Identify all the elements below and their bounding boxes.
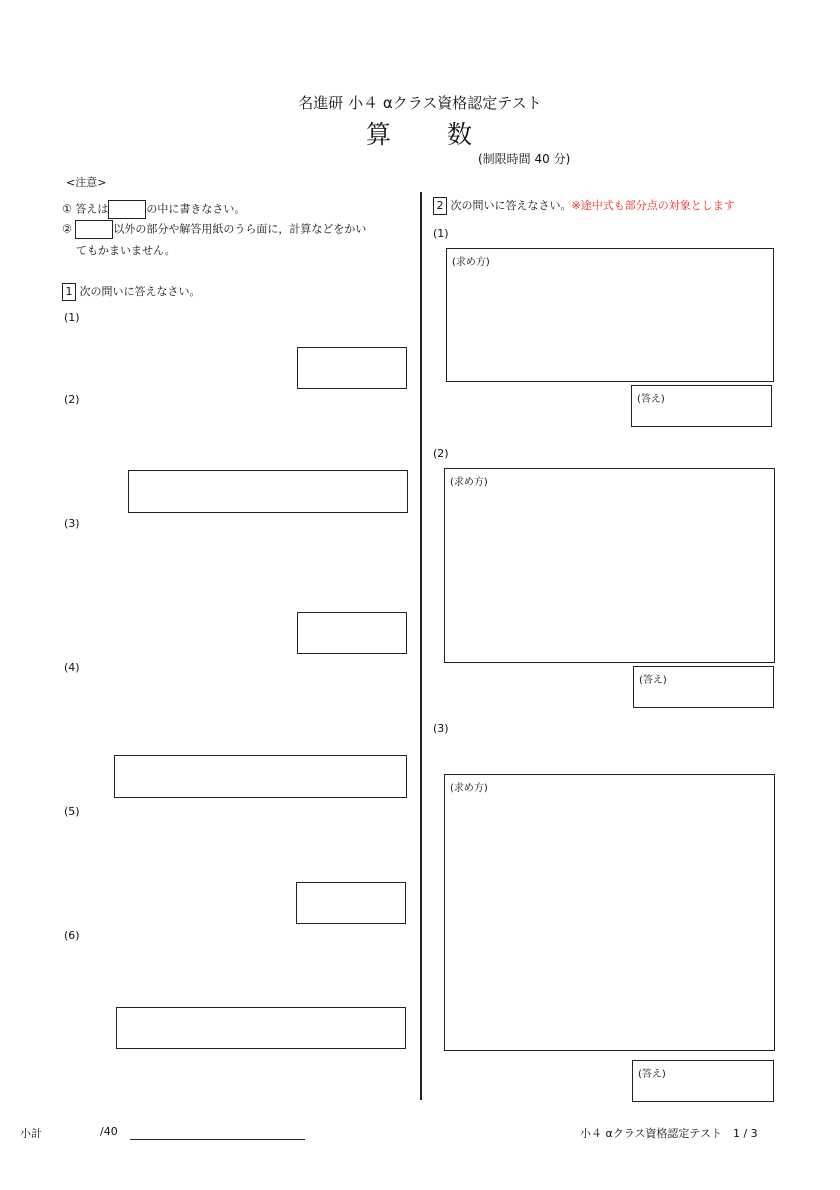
note-item-2-prefix: ② [62, 222, 72, 236]
s2-question-1-label: (1) [433, 227, 449, 240]
s2-question-3-label: (3) [433, 722, 449, 735]
notes-heading: <注意> [66, 176, 107, 189]
note-item-2-line2: てもかまいません。 [76, 244, 176, 257]
work-label: (求め方) [452, 257, 490, 268]
s1-answer-box-1[interactable] [297, 347, 407, 389]
answer-label: (答え) [637, 394, 665, 405]
section-1-header [62, 283, 201, 301]
s1-question-5-label: (5) [64, 805, 80, 818]
s2-answer-box-1[interactable] [631, 385, 772, 427]
subtotal-max: /40 [100, 1125, 118, 1138]
column-divider [420, 192, 422, 1100]
s1-question-2-label: (2) [64, 393, 80, 406]
s1-answer-box-2[interactable] [128, 470, 408, 513]
work-label: (求め方) [450, 783, 488, 794]
s1-question-3-label: (3) [64, 517, 80, 530]
section-1-number: 1 [62, 283, 76, 301]
subtotal-label: 小計 [20, 1127, 42, 1140]
s1-answer-box-5[interactable] [296, 882, 406, 924]
section-2-instruction: 次の問いに答えなさい。 [450, 199, 572, 212]
note-item-1 [62, 200, 245, 219]
note-item-2 [62, 220, 366, 239]
s2-answer-box-2[interactable] [633, 666, 774, 708]
s1-answer-box-4[interactable] [114, 755, 407, 798]
s1-answer-box-6[interactable] [116, 1007, 406, 1049]
answer-label: (答え) [639, 675, 667, 686]
s2-answer-box-3[interactable] [632, 1060, 774, 1102]
answer-box-sample [75, 220, 113, 239]
section-2-header [433, 197, 735, 215]
subtotal-underline [130, 1139, 305, 1140]
answer-box-sample [108, 200, 146, 219]
note-item-2-after: 以外の部分や解答用紙のうら面に，計算などをかい [113, 222, 367, 236]
section-1-instruction: 次の問いに答えなさい。 [79, 285, 201, 298]
answer-label: (答え) [638, 1069, 666, 1080]
subject-title: 算 数 [365, 120, 474, 149]
page-footer-label: 小４ αクラス資格認定テスト 1 / 3 [580, 1127, 758, 1140]
work-label: (求め方) [450, 477, 488, 488]
s2-work-box-3[interactable] [444, 774, 775, 1051]
s1-question-1-label: (1) [64, 311, 80, 324]
s2-work-box-2[interactable] [444, 468, 775, 663]
note-item-1-after: の中に書きなさい。 [146, 202, 246, 216]
section-2-partial-credit-note: ※途中式も部分点の対象とします [571, 199, 735, 212]
s2-question-2-label: (2) [433, 447, 449, 460]
s1-question-6-label: (6) [64, 929, 80, 942]
test-subtitle: 名進研 小４ αクラス資格認定テスト [298, 94, 542, 112]
section-2-number: 2 [433, 197, 447, 215]
s1-question-4-label: (4) [64, 661, 80, 674]
s2-work-box-1[interactable] [446, 248, 774, 382]
note-item-1-before: ① 答えは [62, 202, 109, 216]
s1-answer-box-3[interactable] [297, 612, 407, 654]
time-limit: (制限時間 40 分) [478, 152, 571, 166]
